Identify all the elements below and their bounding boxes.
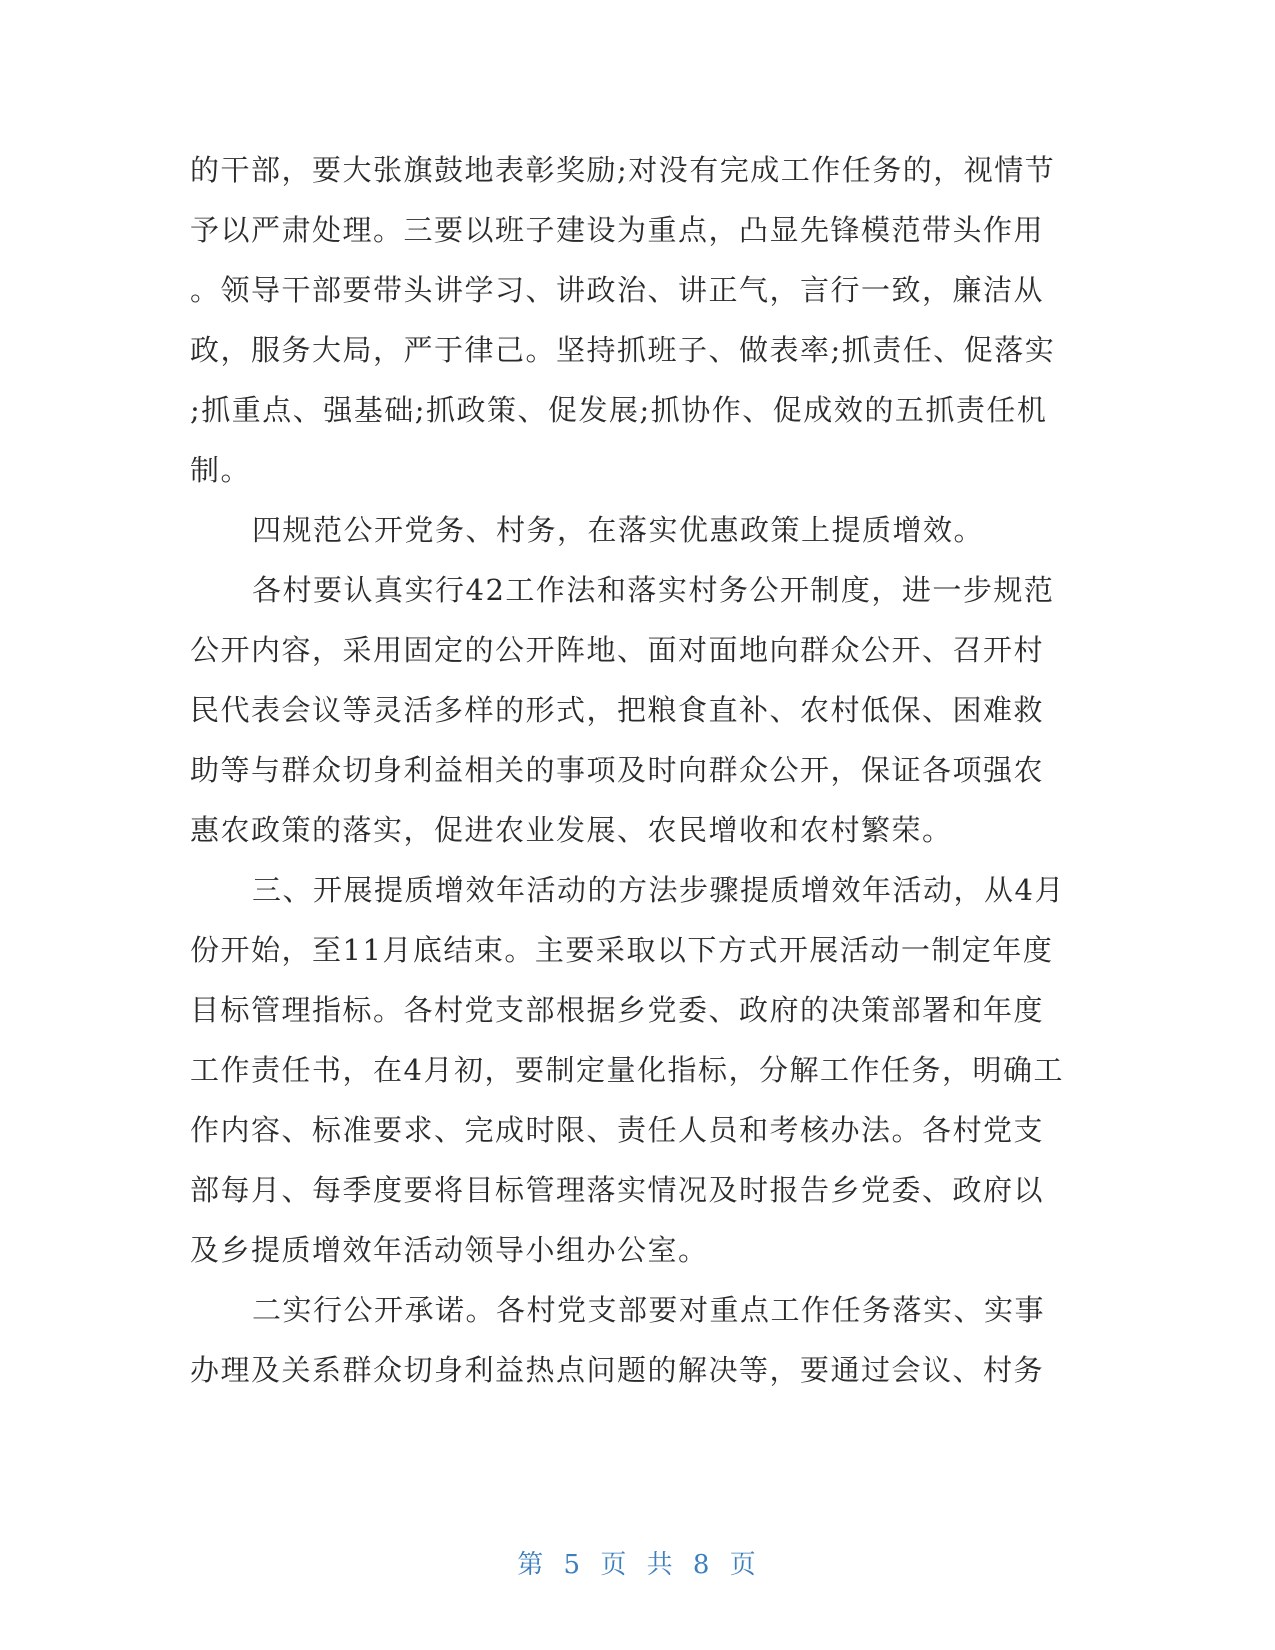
text-line: 政，服务大局，严于律己。坚持抓班子、做表率;抓责任、促落实 [190,333,1056,367]
text-line: 及乡提质增效年活动领导小组办公室。 [190,1233,709,1267]
page-number-footer: 第 5 页 共 8 页 [517,1550,758,1580]
text-line: 份开始，至11月底结束。主要采取以下方式开展活动一制定年度 [190,933,1054,967]
text-line: 公开内容，采用固定的公开阵地、面对面地向群众公开、召开村 [190,633,1045,667]
text-line: 助等与群众切身利益相关的事项及时向群众公开，保证各项强农 [190,753,1045,787]
text-line: 作内容、标准要求、完成时限、责任人员和考核办法。各村党支 [190,1113,1045,1147]
text-line: 制。 [190,453,252,487]
text-line: 民代表会议等灵活多样的形式，把粮食直补、农村低保、困难救 [190,693,1045,727]
text-line: 目标管理指标。各村党支部根据乡党委、政府的决策部署和年度 [190,993,1045,1027]
text-line: 予以严肃处理。三要以班子建设为重点，凸显先锋模范带头作用 [190,213,1045,247]
text-line: 办理及关系群众切身利益热点问题的解决等，要通过会议、村务 [190,1353,1045,1387]
text-line: 的干部，要大张旗鼓地表彰奖励;对没有完成工作任务的，视情节 [190,153,1056,187]
text-line: 惠农政策的落实，促进农业发展、农民增收和农村繁荣。 [190,813,953,847]
document-body [190,140,1090,1400]
text-line: 工作责任书，在4月初，要制定量化指标，分解工作任务，明确工 [190,1053,1064,1087]
text-line: 。领导干部要带头讲学习、讲政治、讲正气，言行一致，廉洁从 [190,273,1045,307]
text-line: ;抓重点、强基础;抓政策、促发展;抓协作、促成效的五抓责任机 [190,393,1048,427]
text-line: 部每月、每季度要将目标管理落实情况及时报告乡党委、政府以 [190,1173,1045,1207]
paragraph-start-line: 各村要认真实行42工作法和落实村务公开制度，进一步规范 [252,573,1055,607]
paragraph-start-line: 三、开展提质增效年活动的方法步骤提质增效年活动，从4月 [252,873,1065,907]
paragraph-start-line: 二实行公开承诺。各村党支部要对重点工作任务落实、实事 [252,1293,1046,1327]
section-heading: 四规范公开党务、村务，在落实优惠政策上提质增效。 [252,513,985,547]
